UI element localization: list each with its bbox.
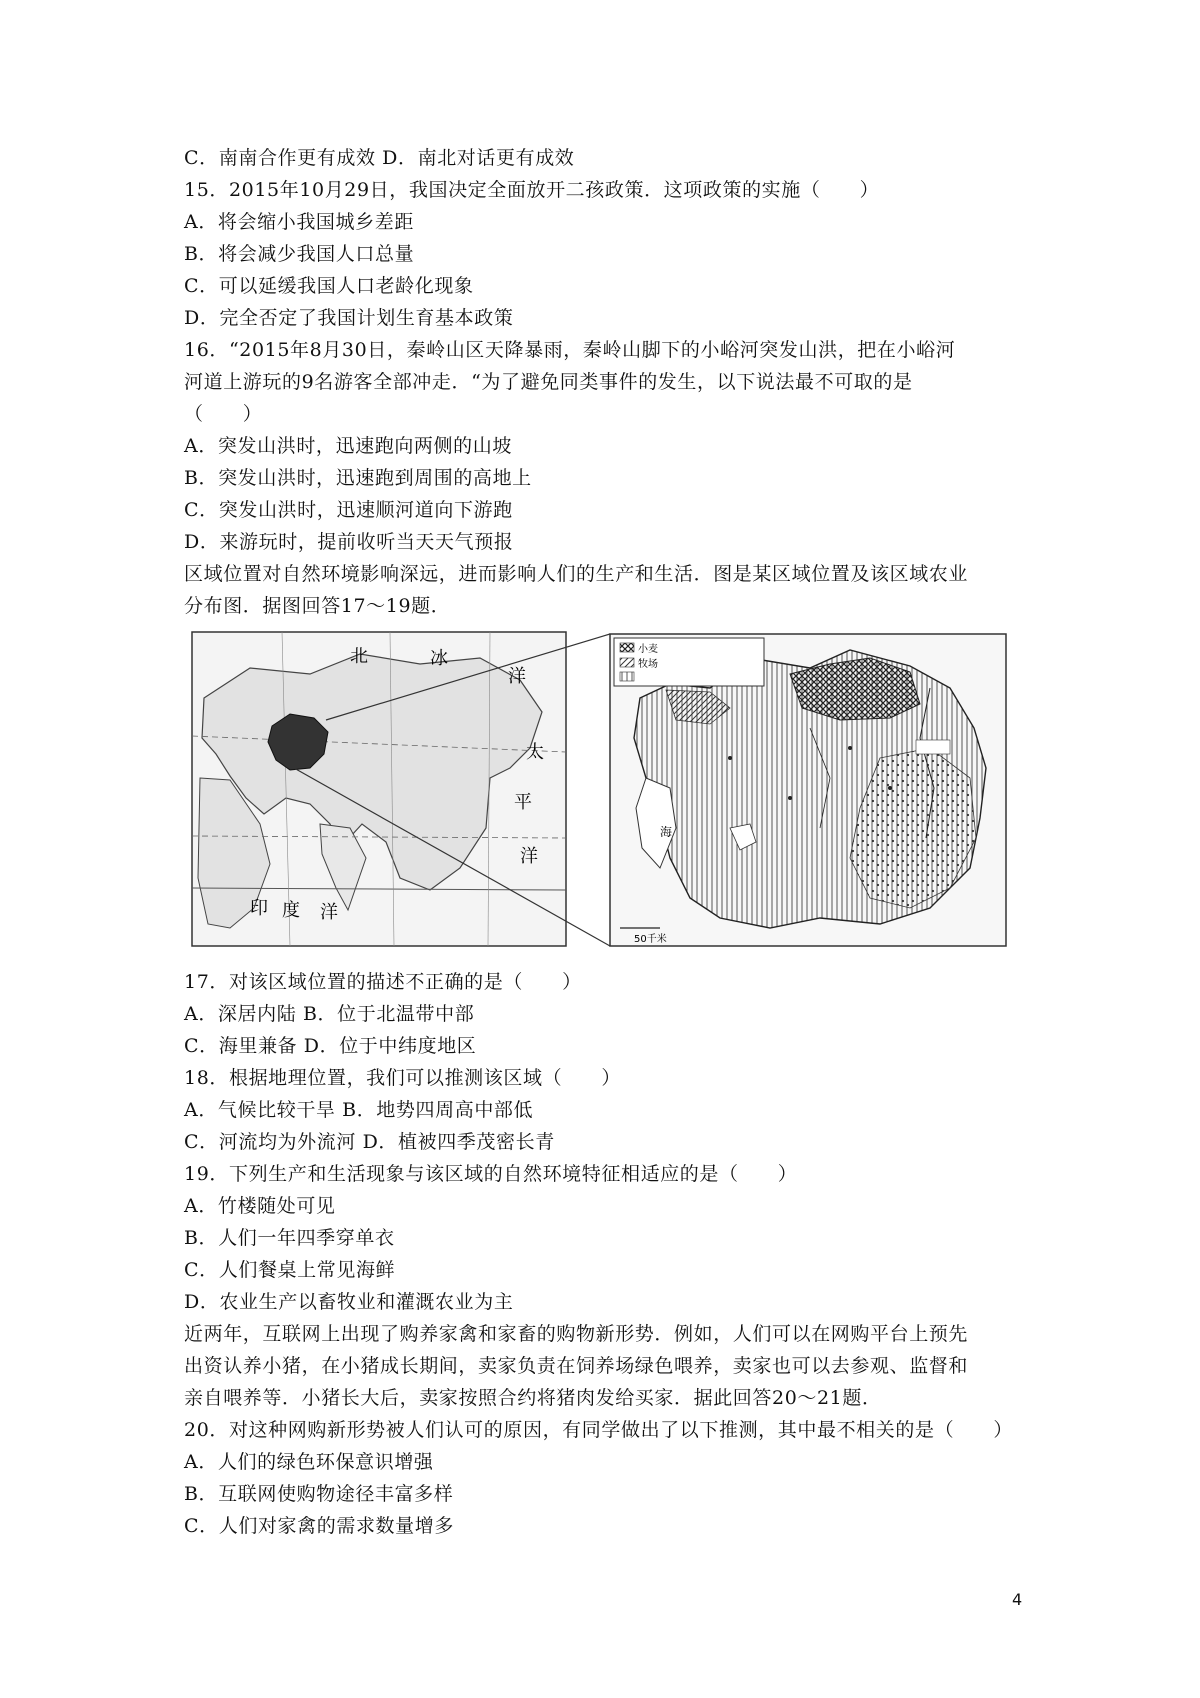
map-label: 平 (514, 792, 532, 813)
text-line: C．河流均为外流河 D．植被四季茂密长青 (184, 1131, 555, 1153)
map-label: 洋 (508, 666, 526, 687)
question-block-bottom (184, 966, 1030, 1542)
text-line: 17．对该区域位置的描述不正确的是（ ） (184, 971, 582, 993)
text-line: B．互联网使购物途径丰富多样 (184, 1483, 454, 1505)
map-label: 北 (350, 646, 368, 667)
legend-label: 小麦 (638, 644, 658, 655)
map-label: 太 (526, 742, 544, 763)
text-line: 20．对这种网购新形势被人们认可的原因，有同学做出了以下推测，其中最不相关的是（ ） (184, 1419, 1013, 1441)
text-line: 河道上游玩的9名游客全部冲走．“为了避免同类事件的发生，以下说法最不可取的是 (184, 371, 913, 393)
text-line: 近两年，互联网上出现了购养家禽和家畜的购物新形势．例如，人们可以在网购平台上预先 (184, 1323, 969, 1345)
sea-label: 海 (660, 825, 673, 839)
question-block-top (184, 142, 1030, 622)
map-label: 冰 (430, 648, 448, 669)
text-line: （ ） (184, 403, 263, 425)
region-map-figure (190, 628, 1010, 950)
text-line: B．将会减少我国人口总量 (184, 243, 415, 265)
text-line: 亲自喂养等．小猪长大后，卖家按照合约将猪肉发给买家．据此回答20～21题． (184, 1387, 882, 1409)
text-line: A．将会缩小我国城乡差距 (184, 211, 414, 233)
text-line: C．人们餐桌上常见海鲜 (184, 1259, 396, 1281)
scale-label: 50千米 (634, 934, 667, 945)
map-label: 度 (282, 900, 300, 921)
map-label: 洋 (520, 846, 538, 867)
text-line: 16．“2015年8月30日，秦岭山区天降暴雨，秦岭山脚下的小峪河突发山洪，把在小峪河 (184, 339, 956, 361)
text-line: B．人们一年四季穿单衣 (184, 1227, 395, 1249)
text-line: C．突发山洪时，迅速顺河道向下游跑 (184, 499, 513, 521)
text-line: C．海里兼备 D．位于中纬度地区 (184, 1035, 477, 1057)
text-line: 18．根据地理位置，我们可以推测该区域（ ） (184, 1067, 621, 1089)
text-line: 19．下列生产和生活现象与该区域的自然环境特征相适应的是（ ） (184, 1163, 798, 1185)
map-label: 洋 (320, 902, 338, 923)
text-line: C．人们对家禽的需求数量增多 (184, 1515, 454, 1537)
text-line: A．竹楼随处可见 (184, 1195, 336, 1217)
text-line: D．农业生产以畜牧业和灌溉农业为主 (184, 1291, 514, 1313)
text-line: A．人们的绿色环保意识增强 (184, 1451, 434, 1473)
text-line: 区域位置对自然环境影响深远，进而影响人们的生产和生活．图是某区域位置及该区域农业 (184, 563, 969, 585)
text-line: D．完全否定了我国计划生育基本政策 (184, 307, 514, 329)
text-line: A．深居内陆 B．位于北温带中部 (184, 1003, 475, 1025)
text-line: D．来游玩时，提前收听当天天气预报 (184, 531, 514, 553)
page-number: 4 (1012, 1590, 1023, 1609)
text-line: A．气候比较干旱 B．地势四周高中部低 (184, 1099, 534, 1121)
agriculture-map (610, 634, 1006, 946)
page-content (184, 142, 1030, 1542)
world-map-inset (192, 632, 566, 946)
text-line: 15．2015年10月29日，我国决定全面放开二孩政策．这项政策的实施（ ） (184, 179, 880, 201)
legend-label: 牧场 (638, 659, 658, 670)
text-line: C．可以延缓我国人口老龄化现象 (184, 275, 474, 297)
map-label: 印 (250, 898, 268, 919)
text-line: 分布图．据图回答17～19题． (184, 595, 451, 617)
text-line: 出资认养小猪，在小猪成长期间，卖家负责在饲养场绿色喂养，卖家也可以去参观、监督和 (184, 1355, 969, 1377)
text-line: A．突发山洪时，迅速跑向两侧的山坡 (184, 435, 512, 457)
text-line: B．突发山洪时，迅速跑到周围的高地上 (184, 467, 532, 489)
region-map-svg (190, 628, 1010, 950)
text-line: C．南南合作更有成效 D．南北对话更有成效 (184, 147, 575, 169)
